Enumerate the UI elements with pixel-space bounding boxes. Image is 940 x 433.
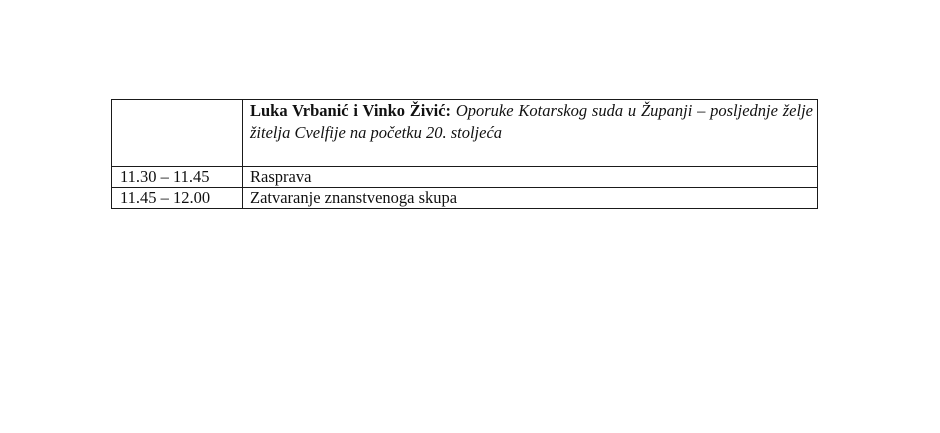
time-cell-discussion: 11.30 – 11.45 bbox=[112, 167, 243, 188]
program-schedule-table bbox=[111, 99, 818, 209]
closing-label: Zatvaranje znanstvenoga skupa bbox=[243, 188, 818, 209]
time-cell-closing: 11.45 – 12.00 bbox=[112, 188, 243, 209]
talk-cell bbox=[243, 100, 818, 167]
talk-title: Oporuke Kotarskog suda u Županji – posljednje želje žitelja Cvelfije na početku 20. stoljeća bbox=[250, 101, 813, 142]
discussion-label: Rasprava bbox=[243, 167, 818, 188]
schedule-row-closing bbox=[112, 188, 818, 209]
schedule-row-discussion bbox=[112, 167, 818, 188]
time-cell-empty bbox=[112, 100, 243, 167]
schedule-row-talk bbox=[112, 100, 818, 167]
talk-speakers: Luka Vrbanić i Vinko Živić: bbox=[250, 101, 452, 120]
